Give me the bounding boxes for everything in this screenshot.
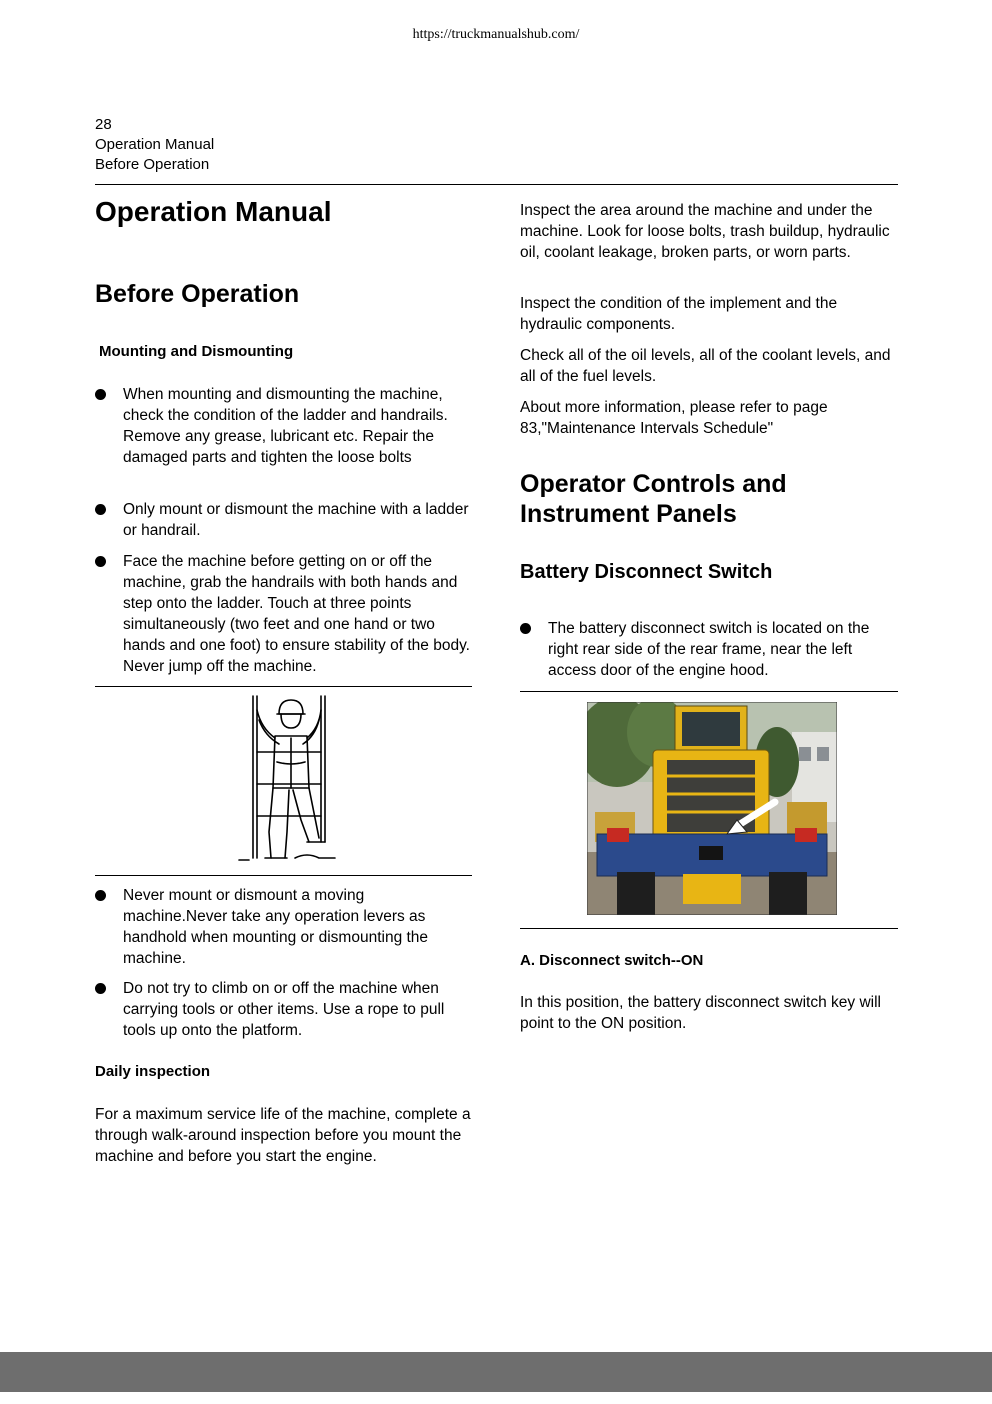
header-rule bbox=[95, 184, 898, 185]
bullet-dot bbox=[520, 623, 531, 634]
page-title: Operation Manual bbox=[95, 196, 332, 227]
page-number: 28 bbox=[95, 116, 112, 133]
list-item-text: When mounting and dismounting the machine, check the condition of the ladder and handrails. Remove any grease, lubricant etc. Repair the damaged parts and tighten the loose bolts bbox=[123, 386, 448, 466]
list-item-text: The battery disconnect switch is located on the right rear side of the rear frame, near the left access door of the engine hood. bbox=[548, 620, 870, 679]
daily-inspection-text: For a maximum service life of the machine, complete a through walk-around inspection before you mount the machine and before you start the engine. bbox=[95, 1106, 471, 1165]
list-item-text: Never mount or dismount a moving machine.Never take any operation levers as handhold when mounting or dismounting the machine. bbox=[123, 887, 429, 967]
bullet-dot bbox=[95, 890, 106, 901]
bullet-dot bbox=[95, 556, 106, 567]
wheel-loader-rear-photo bbox=[587, 702, 837, 915]
figure-bottom-rule bbox=[520, 928, 898, 929]
controls-title: Operator Controls and Instrument Panels bbox=[520, 470, 787, 528]
bullet-dot bbox=[95, 389, 106, 400]
caption-a-text: In this position, the battery disconnect switch key will point to the ON position. bbox=[520, 994, 881, 1032]
inspection-paragraph: Check all of the oil levels, all of the coolant levels, and all of the fuel levels. bbox=[520, 347, 891, 385]
figure-top-rule bbox=[520, 691, 898, 692]
page-header bbox=[95, 115, 214, 175]
header-section: Before Operation bbox=[95, 156, 210, 173]
list-item-text: Face the machine before getting on or off the machine, grab the handrails with both hands and step onto the ladder. Touch at three points simultaneously (two feet and one hand or two hands and one foot) to ensure stability of the body. Never jump off the machine. bbox=[123, 553, 470, 675]
bullet-dot bbox=[95, 983, 106, 994]
mounting-heading: Mounting and Dismounting bbox=[99, 343, 294, 360]
caption-a: A. Disconnect switch--ON bbox=[520, 952, 704, 969]
daily-inspection-heading: Daily inspection bbox=[95, 1063, 211, 1080]
section-title: Before Operation bbox=[95, 280, 300, 308]
bullet-dot bbox=[95, 504, 106, 515]
inspection-paragraph: About more information, please refer to page 83,"Maintenance Intervals Schedule" bbox=[520, 399, 828, 437]
list-item-text: Do not try to climb on or off the machine when carrying tools or other items. Use a rope to pull tools up onto the platform. bbox=[123, 980, 445, 1039]
footer-bar bbox=[0, 1352, 992, 1392]
inspection-paragraph: Inspect the condition of the implement and the hydraulic components. bbox=[520, 295, 838, 333]
header-manual-title: Operation Manual bbox=[95, 136, 215, 153]
figure-bottom-rule bbox=[95, 875, 472, 876]
source-url: https://truckmanualshub.com/ bbox=[412, 27, 580, 42]
battery-switch-title: Battery Disconnect Switch bbox=[520, 561, 773, 583]
list-item-text: Only mount or dismount the machine with a ladder or handrail. bbox=[123, 501, 469, 539]
inspection-paragraph: Inspect the area around the machine and under the machine. Look for loose bolts, trash buildup, hydraulic oil, coolant leakage, broken parts, or worn parts. bbox=[520, 202, 890, 261]
ladder-climbing-illustration bbox=[235, 692, 345, 864]
figure-top-rule bbox=[95, 686, 472, 687]
